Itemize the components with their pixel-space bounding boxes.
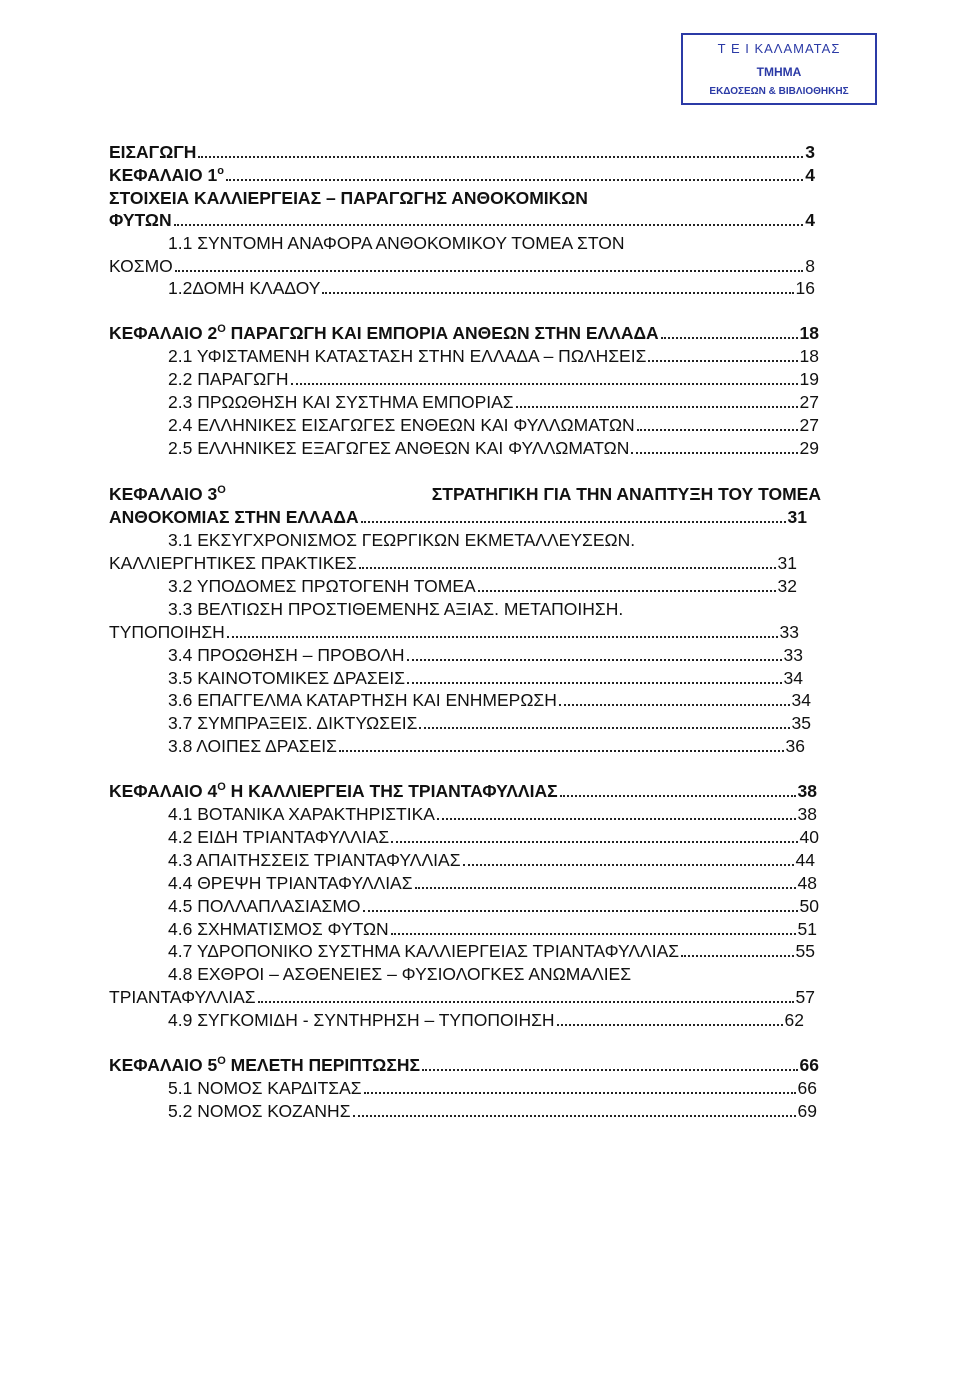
- toc-title: ΚΕΦΑΛΑΙΟ $2^O$ ΠΑΡΑΓΩΓΗ ΚΑΙ ΕΜΠΟΡΙΑ ΑΝΘΕΩΝ ΣΤΗΝ ΕΛΛΑΔΑ: [109, 323, 659, 343]
- toc-title: ΚΕΦΑΛΑΙΟ $5^O$ ΜΕΛΕΤΗ ΠΕΡΙΠΤΩΣΗΣ: [109, 1055, 420, 1075]
- toc-entry-2-4: [168, 414, 819, 436]
- toc-leader: [258, 1001, 794, 1003]
- toc-title: 4.2 ΕΙΔΗ ΤΡΙΑΝΤΑΦΥΛΛΙΑΣ: [168, 827, 390, 847]
- toc-title: 3.6 ΕΠΑΓΓΕΛΜΑ ΚΑΤΑΡΤΗΣΗ ΚΑΙ ΕΝΗΜΕΡΩΣΗ: [168, 690, 557, 710]
- toc-leader: [557, 1024, 783, 1026]
- toc-title: 4.4 ΘΡΕΨΗ ΤΡΙΑΝΤΑΦΥΛΛΙΑΣ: [168, 873, 413, 893]
- toc-entry-3-7: [168, 712, 811, 734]
- toc-page: 27: [799, 415, 819, 435]
- toc-entry-1-1: [168, 232, 815, 254]
- toc-leader: [322, 292, 793, 294]
- toc-page: 35: [791, 713, 811, 733]
- toc-page: 66: [797, 1078, 817, 1098]
- toc-entry-4-4: [168, 872, 817, 894]
- toc-page: 38: [797, 781, 817, 801]
- toc-entry-chapter-3: [109, 483, 821, 505]
- toc-entry-1-1-cont: [109, 255, 815, 277]
- toc-title: 4.7 ΥΔΡΟΠΟΝΙΚΟ ΣΥΣΤΗΜΑ ΚΑΛΛΙΕΡΓΕΙΑΣ ΤΡΙΑΝΤΑΦΥΛΛΙΑΣ: [168, 941, 680, 961]
- toc-title: 4.8 ΕΧΘΡΟΙ – ΑΣΘΕΝΕΙΕΣ – ΦΥΣΙΟΛΟΓΚΕΣ ΑΝΩΜΑΛΙΕΣ: [168, 964, 632, 984]
- toc-page: 55: [795, 941, 815, 961]
- toc-leader: [391, 841, 797, 843]
- toc-page: 8: [805, 256, 815, 276]
- toc-page: 29: [799, 438, 819, 458]
- toc-entry-chapter-3-cont: [109, 506, 807, 528]
- toc-entry-chapter-1-subtitle-cont: [109, 209, 815, 231]
- toc-page: 57: [795, 987, 815, 1007]
- toc-page: 27: [799, 392, 819, 412]
- toc-leader: [391, 933, 796, 935]
- toc-page: 16: [795, 278, 815, 298]
- toc-leader: [661, 337, 798, 339]
- toc-entry-chapter-4: [109, 780, 817, 802]
- toc-title: ΚΑΛΛΙΕΡΓΗΤΙΚΕΣ ΠΡΑΚΤΙΚΕΣ: [109, 553, 357, 573]
- toc-leader: [437, 818, 796, 820]
- toc-page: 50: [799, 896, 819, 916]
- toc-page: 4: [805, 210, 815, 230]
- toc-title: 1.2ΔΟΜΗ ΚΛΑΔΟΥ: [168, 278, 321, 298]
- stamp-line-3: ΕΚΔΟΣΕΩΝ & ΒΙΒΛΙΟΘΗΚΗΣ: [709, 86, 849, 97]
- toc-leader: [364, 1092, 796, 1094]
- toc-entry-2-5: [168, 437, 819, 459]
- toc-leader: [291, 383, 798, 385]
- toc-page: 33: [783, 645, 803, 665]
- toc-leader: [560, 795, 796, 797]
- toc-entry-chapter-1: [109, 164, 815, 186]
- toc-page: 19: [799, 369, 819, 389]
- stamp-line-2: ΤΜΗΜΑ: [756, 65, 802, 79]
- toc-title: 3.8 ΛΟΙΠΕΣ ΔΡΑΣΕΙΣ: [168, 736, 337, 756]
- toc-title: 4.3 ΑΠΑΙΤΗΣΣΕΙΣ ΤΡΙΑΝΤΑΦΥΛΛΙΑΣ: [168, 850, 461, 870]
- toc-page: 34: [791, 690, 811, 710]
- toc-leader: [363, 910, 798, 912]
- toc-page: 4: [805, 165, 815, 185]
- toc-title: 2.2 ΠΑΡΑΓΩΓΗ: [168, 369, 289, 389]
- toc-leader: [648, 360, 797, 362]
- toc-entry-4-9: [168, 1009, 804, 1031]
- toc-leader: [637, 429, 798, 431]
- toc-page: 18: [799, 346, 819, 366]
- toc-title: 4.6 ΣΧΗΜΑΤΙΣΜΟΣ ΦΥΤΩΝ: [168, 919, 389, 939]
- toc-entry-2-3: [168, 391, 819, 413]
- toc-entry-chapter-2: [109, 322, 819, 344]
- toc-entry-2-2: [168, 368, 819, 390]
- toc-entry-4-8-cont: [109, 986, 815, 1008]
- toc-entry-3-3: [168, 598, 819, 620]
- toc-title: 5.1 ΝΟΜΟΣ ΚΑΡΔΙΤΣΑΣ: [168, 1078, 362, 1098]
- toc-leader: [478, 590, 776, 592]
- toc-title: 4.9 ΣΥΓΚΟΜΙΔΗ - ΣΥΝΤΗΡΗΣΗ – ΤΥΠΟΠΟΙΗΣΗ: [168, 1010, 555, 1030]
- toc-title: ΤΥΠΟΠΟΙΗΣΗ: [109, 622, 225, 642]
- toc-entry-5-1: [168, 1077, 817, 1099]
- toc-page: 18: [799, 323, 819, 343]
- toc-page: 3: [805, 142, 815, 162]
- toc-leader: [559, 704, 790, 706]
- toc-leader: [227, 636, 778, 638]
- toc-title: 2.1 ΥΦΙΣΤΑΜΕΝΗ ΚΑΤΑΣΤΑΣΗ ΣΤΗΝ ΕΛΛΑΔΑ – ΠΩΛΗΣΕΙΣ: [168, 346, 647, 366]
- toc-page: 31: [787, 507, 807, 527]
- toc-title: ΚΟΣΜΟ: [109, 256, 173, 276]
- toc-title: 4.5 ΠΟΛΛΑΠΛΑΣΙΑΣΜΟ: [168, 896, 361, 916]
- toc-entry-3-8: [168, 735, 805, 757]
- toc-title: 1.1 ΣΥΝΤΟΜΗ ΑΝΑΦΟΡΑ ΑΝΘΟΚΟΜΙΚΟΥ ΤΟΜΕΑ ΣΤΟΝ: [168, 233, 625, 253]
- toc-leader: [359, 567, 776, 569]
- toc-entry-4-6: [168, 918, 817, 940]
- toc-entry-4-2: [168, 826, 819, 848]
- toc-title: 3.2 ΥΠΟΔΟΜΕΣ ΠΡΩΤΟΓΕΝΗ ΤΟΜΕΑ: [168, 576, 476, 596]
- toc-leader: [415, 887, 796, 889]
- toc-page: 31: [777, 553, 797, 573]
- toc-leader: [407, 682, 781, 684]
- toc-page: 40: [799, 827, 819, 847]
- toc-leader: [681, 955, 793, 957]
- toc-entry-3-3-cont: [109, 621, 799, 643]
- toc-page: 69: [797, 1101, 817, 1121]
- toc-leader: [419, 727, 789, 729]
- toc-leader: [407, 659, 782, 661]
- toc-title: ΚΕΦΑΛΑΙΟ $4^O$ Η ΚΑΛΛΙΕΡΓΕΙΑ ΤΗΣ ΤΡΙΑΝΤΑΦΥΛΛΙΑΣ: [109, 781, 558, 801]
- toc-entry-4-1: [168, 803, 817, 825]
- toc-leader: [226, 179, 803, 181]
- toc-title: 3.5 ΚΑΙΝΟΤΟΜΙΚΕΣ ΔΡΑΣΕΙΣ: [168, 668, 406, 688]
- toc-page: 32: [777, 576, 797, 596]
- toc-title: 3.7 ΣΥΜΠΡΑΞΕΙΣ. ΔΙΚΤΥΩΣΕΙΣ: [168, 713, 418, 733]
- toc-entry-3-4: [168, 644, 803, 666]
- toc-title: 3.3 ΒΕΛΤΙΩΣΗ ΠΡΟΣΤΙΘΕΜΕΝΗΣ ΑΞΙΑΣ. ΜΕΤΑΠΟΙΗΣΗ.: [168, 599, 624, 619]
- toc-entry-4-8: [168, 963, 821, 985]
- toc-leader: [353, 1115, 796, 1117]
- toc-entry-chapter-1-subtitle: [109, 187, 815, 209]
- toc-title: 3.1 ΕΚΣΥΓΧΡΟΝΙΣΜΟΣ ΓΕΩΡΓΙΚΩΝ ΕΚΜΕΤΑΛΛΕΥΣΕΩΝ.: [168, 530, 636, 550]
- toc-entry-2-1: [168, 345, 819, 367]
- toc-title: 2.5 ΕΛΛΗΝΙΚΕΣ ΕΞΑΓΩΓΕΣ ΑΝΘΕΩΝ ΚΑΙ ΦΥΛΛΩΜΑΤΩΝ: [168, 438, 630, 458]
- toc-entry-intro: [109, 141, 815, 163]
- toc-entry-4-3: [168, 849, 815, 871]
- toc-entry-chapter-5: [109, 1054, 819, 1076]
- toc-entry-4-5: [168, 895, 819, 917]
- toc-page: 51: [797, 919, 817, 939]
- toc-page: 34: [783, 668, 803, 688]
- toc-page: 48: [797, 873, 817, 893]
- toc-page: 66: [799, 1055, 819, 1075]
- toc-leader: [174, 224, 804, 226]
- toc-entry-1-2: [168, 277, 815, 299]
- toc-entry-3-1-cont: [109, 552, 797, 574]
- toc-leader: [361, 521, 786, 523]
- toc-title: ΕΙΣΑΓΩΓΗ: [109, 142, 197, 162]
- toc-entry-3-2: [168, 575, 797, 597]
- toc-title: ΦΥΤΩΝ: [109, 210, 172, 230]
- toc-page: 44: [795, 850, 815, 870]
- toc-title: ΚΕΦΑΛΑΙΟ $1^o$: [109, 165, 224, 185]
- toc-leader: [175, 270, 804, 272]
- toc-title: 2.3 ΠΡΩΩΘΗΣΗ ΚΑΙ ΣΥΣΤΗΜΑ ΕΜΠΟΡΙΑΣ: [168, 392, 514, 412]
- stamp-line-1: Τ Ε Ι ΚΑΛΑΜΑΤΑΣ: [717, 41, 841, 56]
- toc-entry-4-7: [168, 940, 815, 962]
- toc-title: 3.4 ΠΡΟΩΘΗΣΗ – ΠΡΟΒΟΛΗ: [168, 645, 405, 665]
- toc-page: 36: [785, 736, 805, 756]
- toc-title: 2.4 ΕΛΛΗΝΙΚΕΣ ΕΙΣΑΓΩΓΕΣ ΕΝΘΕΩΝ ΚΑΙ ΦΥΛΛΩΜΑΤΩΝ: [168, 415, 635, 435]
- toc-leader: [516, 406, 798, 408]
- toc-entry-5-2: [168, 1100, 817, 1122]
- toc-leader: [422, 1069, 798, 1071]
- toc-leader: [198, 156, 803, 158]
- toc-title: ΑΝΘΟΚΟΜΙΑΣ ΣΤΗΝ ΕΛΛΑΔΑ: [109, 507, 359, 527]
- toc-entry-3-6: [168, 689, 811, 711]
- toc-title: 5.2 ΝΟΜΟΣ ΚΟΖΑΝΗΣ: [168, 1101, 351, 1121]
- toc-leader: [339, 750, 784, 752]
- toc-title: ΤΡΙΑΝΤΑΦΥΛΛΙΑΣ: [109, 987, 256, 1007]
- toc-leader: [463, 864, 794, 866]
- toc-entry-3-1: [168, 529, 819, 551]
- toc-leader: [631, 452, 797, 454]
- toc-title: ΚΕΦΑΛΑΙΟ $3^O$ ΣΤΡΑΤΗΓΙΚΗ ΓΙΑ ΤΗΝ ΑΝΑΠΤΥΞΗ ΤΟΥ ΤΟΜΕΑ: [109, 484, 821, 504]
- toc-title: 4.1 ΒΟΤΑΝΙΚΑ ΧΑΡΑΚΤΗΡΙΣΤΙΚΑ: [168, 804, 435, 824]
- toc-page: 38: [797, 804, 817, 824]
- toc-entry-3-5: [168, 667, 803, 689]
- toc-page: 62: [784, 1010, 804, 1030]
- toc-page: 33: [779, 622, 799, 642]
- toc-title: ΣΤΟΙΧΕΙΑ ΚΑΛΛΙΕΡΓΕΙΑΣ – ΠΑΡΑΓΩΓΗΣ ΑΝΘΟΚΟΜΙΚΩΝ: [109, 188, 588, 208]
